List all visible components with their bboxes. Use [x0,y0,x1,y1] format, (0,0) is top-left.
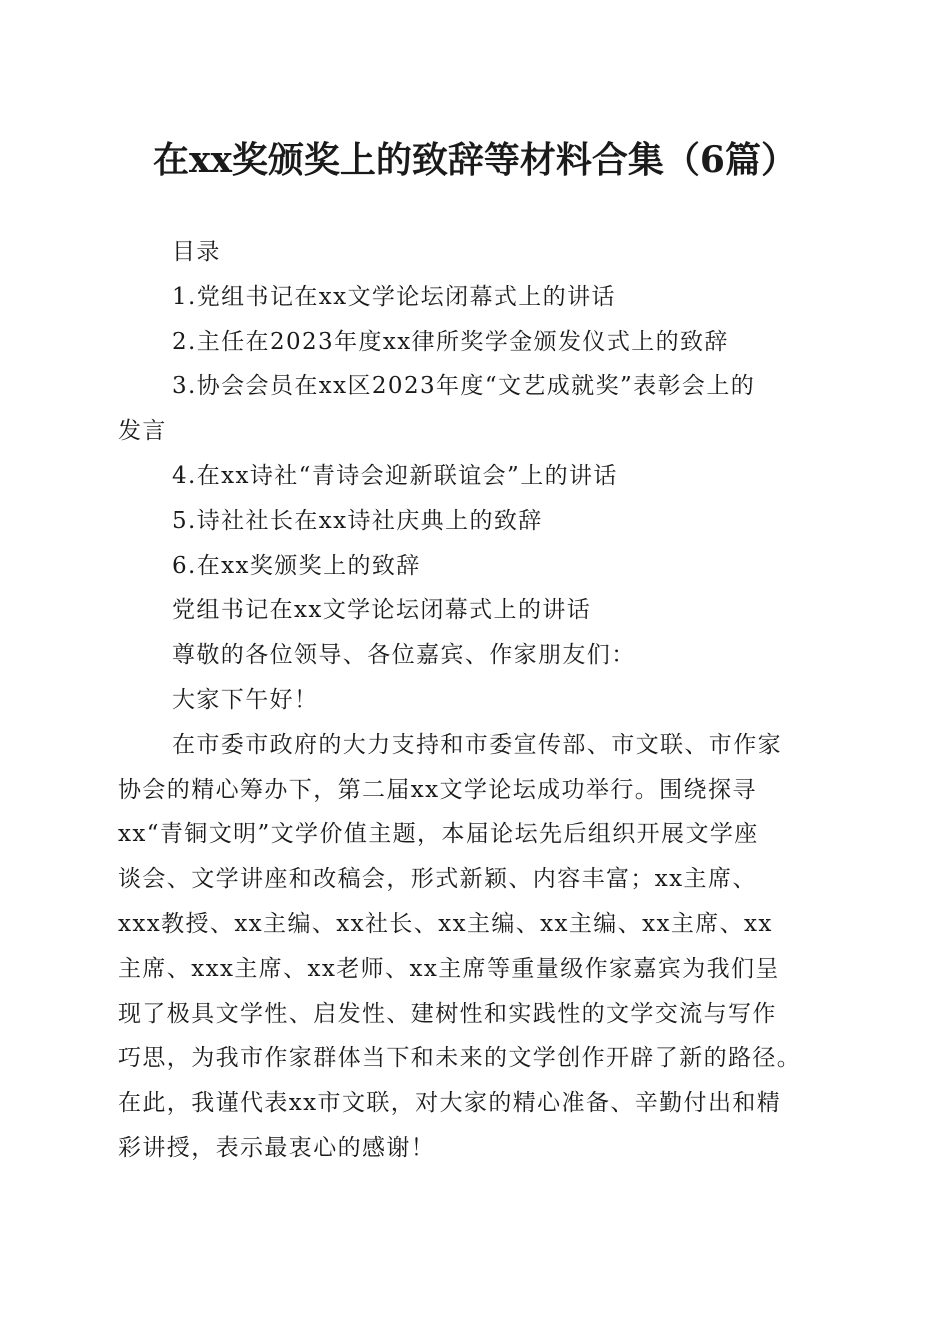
paragraph-line: 协会的精心筹办下，第二届xx文学论坛成功举行。围绕探寻 [118,776,757,803]
toc-item-5: 5.诗社社长在xx诗社庆典上的致辞 [172,507,543,534]
toc-item-4: 4.在xx诗社“青诗会迎新联谊会”上的讲话 [172,462,618,489]
greeting: 大家下午好！ [172,686,319,713]
toc-item-1: 1.党组书记在xx文学论坛闭幕式上的讲话 [172,283,616,310]
toc-item-3: 3.协会会员在xx区2023年度“文艺成就奖”表彰会上的 [172,373,756,400]
toc-heading: 目录 [172,239,221,265]
paragraph-line: 谈会、文学讲座和改稿会，形式新颖、内容丰富；xx主席、 [118,866,757,893]
toc-item-3-continued: 发言 [118,418,167,445]
paragraph-line: xx“青铜文明”文学价值主题，本届论坛先后组织开展文学座 [118,821,759,848]
section-heading: 党组书记在xx文学论坛闭幕式上的讲话 [172,597,592,624]
paragraph-line: 在市委市政府的大力支持和市委宣传部、市文联、市作家 [172,731,782,758]
document-body [118,230,832,1171]
toc-item-2: 2.主任在2023年度xx律所奖学金颁发仪式上的致辞 [172,328,729,355]
paragraph-line: 主席、xxx主席、xx老师、xx主席等重量级作家嘉宾为我们呈 [118,955,780,982]
toc-item-6: 6.在xx奖颁奖上的致辞 [172,552,421,579]
paragraph-line: 巧思，为我市作家群体当下和未来的文学创作开辟了新的路径。 [118,1045,802,1072]
salutation: 尊敬的各位领导、各位嘉宾、作家朋友们： [172,642,636,669]
paragraph-line: 彩讲授，表示最衷心的感谢！ [118,1134,436,1161]
document-title: 在xx奖颁奖上的致辞等材料合集（6篇） [153,139,797,181]
paragraph-line: xxx教授、xx主编、xx社长、xx主编、xx主编、xx主席、xx [118,910,773,937]
paragraph-line: 现了极具文学性、启发性、建树性和实践性的文学交流与写作 [118,1000,777,1027]
paragraph-line: 在此，我谨代表xx市文联，对大家的精心准备、辛勤付出和精 [118,1090,782,1117]
